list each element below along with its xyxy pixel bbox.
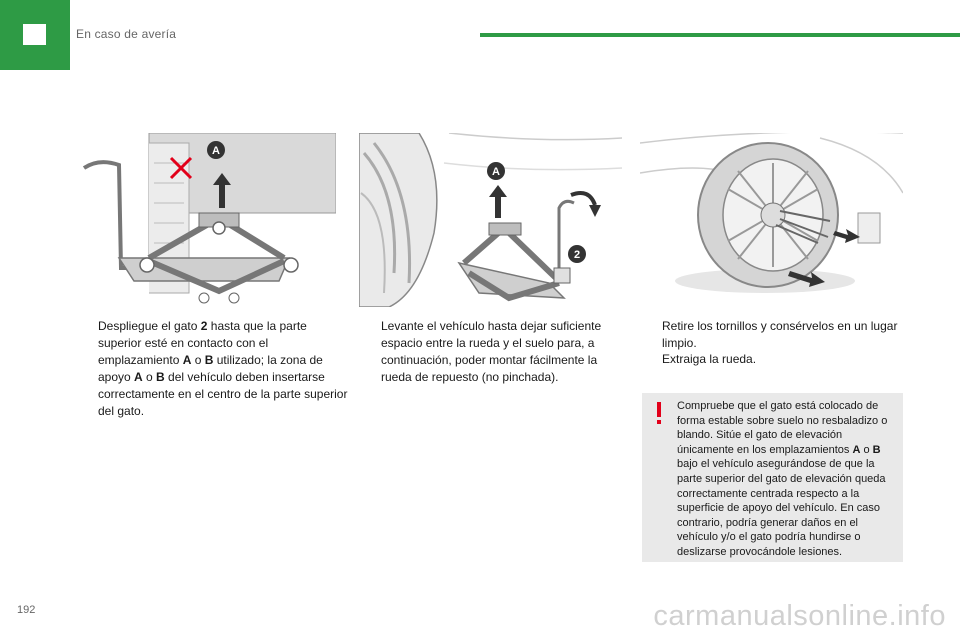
svg-text:A: A <box>212 145 220 157</box>
header-rule <box>480 33 960 37</box>
step-text: Retire los tornillos y consérvelos en un lugar limpio. <box>662 319 898 350</box>
section-title: En caso de avería <box>76 27 177 41</box>
label-a-badge <box>207 141 225 159</box>
corner-square-icon <box>23 24 46 45</box>
step-text: Despliegue el gato 2 hasta que la parte superior esté en contacto con el emplazamiento A o B utilizado; la zona de apoyo A o B del vehículo deben insertarse correctamente en el centro de la parte superior del gato. <box>98 319 348 418</box>
step-remove-bolts <box>643 318 905 352</box>
step-text: Extraiga la rueda. <box>662 352 757 366</box>
svg-text:A: A <box>492 166 500 178</box>
corner-block <box>0 0 70 70</box>
jack-lifting-illustration <box>359 133 622 307</box>
step-text: Levante el vehículo hasta dejar suficiente espacio entre la rueda y el suelo para, a continuación, poder montar fácilmente la rueda de repuesto (no pinchada). <box>381 319 602 384</box>
figure-jack-positioning <box>79 133 336 307</box>
step-lift-vehicle <box>362 318 624 386</box>
wheel-removal-illustration <box>640 133 903 307</box>
up-arrow-icon <box>489 185 507 218</box>
rotate-arrow-icon <box>571 193 601 217</box>
figure-wheel-removal <box>640 133 903 307</box>
warning-text: Compruebe que el gato está colocado de forma estable sobre suelo no resbaladizo o blando. Sitúe el gato de elevación únicamente en los emplazamientos A o B bajo el vehículo asegurándose de que la parte superior del gato de elevación queda correctamente centrada respecto a la superficie de apoyo del vehículo. En caso contrario, podría generar daños en el vehículo y/o el gato podría hundirse o deslizarse provocándole lesiones. <box>677 400 888 558</box>
figure-jack-lifting <box>359 133 622 307</box>
svg-text:2: 2 <box>573 249 581 261</box>
label-2-badge <box>568 245 586 263</box>
warning-exclamation-icon <box>652 401 666 425</box>
step-remove-wheel <box>643 351 905 368</box>
label-a-badge <box>487 162 505 180</box>
watermark: carmanualsonline.info <box>653 600 946 632</box>
page-number: 192 <box>17 604 36 616</box>
step-deploy-jack <box>79 318 349 420</box>
warning-box <box>642 393 903 562</box>
jack-positioning-illustration <box>79 133 336 307</box>
